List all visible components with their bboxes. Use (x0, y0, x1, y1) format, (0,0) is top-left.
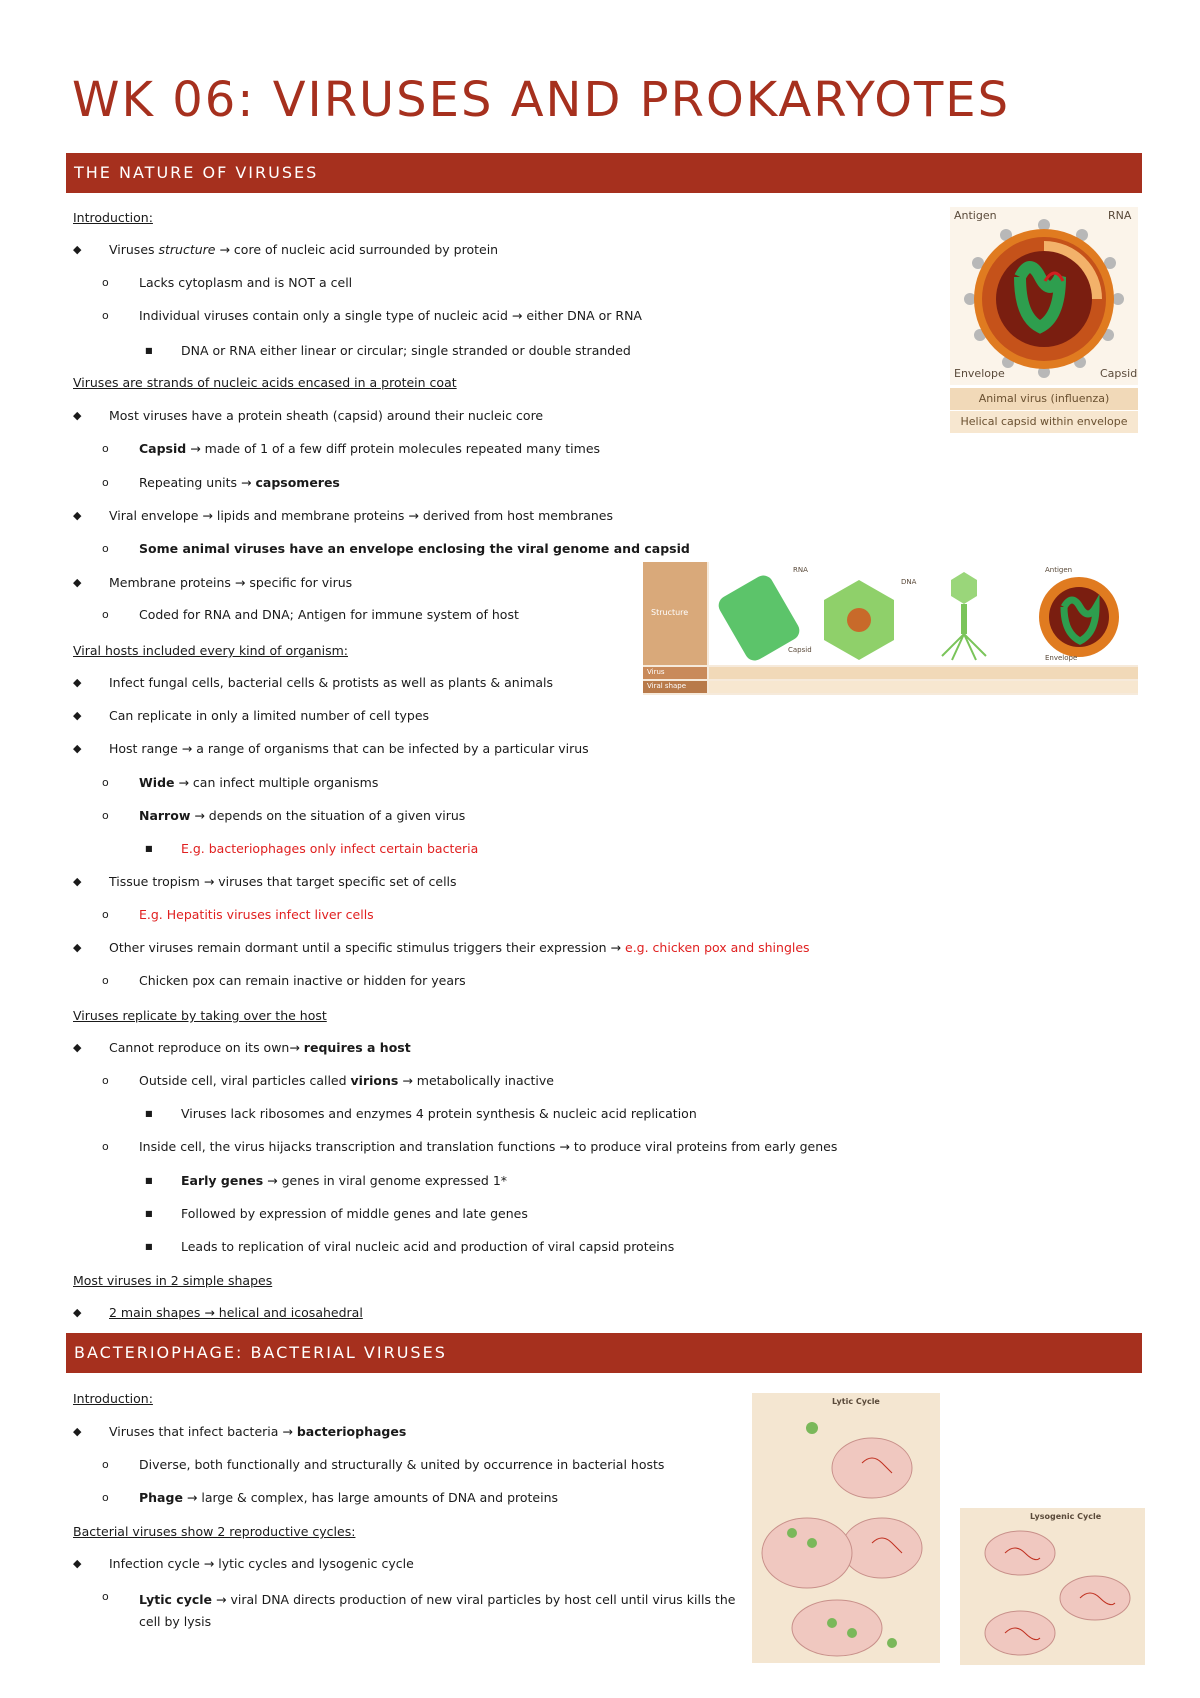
row-label-structure: Structure (651, 608, 689, 617)
bullet-square: ■ (145, 1109, 153, 1118)
list-item: Most viruses have a protein sheath (capsid) around their nucleic core (109, 408, 544, 423)
label-antigen: Antigen (954, 209, 997, 222)
list-item: Coded for RNA and DNA; Antigen for immune system of host (139, 607, 519, 622)
list-item: Tissue tropism → viruses that target specific set of cells (109, 874, 457, 889)
bullet-circle: o (102, 809, 109, 822)
list-item: Other viruses remain dormant until a specific stimulus triggers their expression → e.g. chicken pox and shingles (109, 940, 810, 955)
bullet-square: ■ (145, 844, 153, 853)
bullet-disc: ◆ (73, 509, 82, 522)
bullet-disc: ◆ (73, 1425, 82, 1438)
list-item: 2 main shapes → helical and icosahedral (109, 1305, 363, 1320)
bullet-square: ■ (145, 1209, 153, 1218)
section-header-nature-of-viruses: THE NATURE OF VIRUSES (66, 153, 1142, 193)
bullet-circle: o (102, 1074, 109, 1087)
list-item: Cannot reproduce on its own→ requires a host (109, 1040, 411, 1055)
bullet-disc: ◆ (73, 709, 82, 722)
row-label-shape: Viral shape (647, 682, 687, 690)
list-item: Inside cell, the virus hijacks transcription and translation functions → to produce viral proteins from early genes (139, 1139, 838, 1154)
cycles-heading: Bacterial viruses show 2 reproductive cycles: (73, 1524, 356, 1539)
bullet-circle: o (102, 974, 109, 987)
list-item: DNA or RNA either linear or circular; single stranded or double stranded (181, 343, 631, 358)
list-item: E.g. bacteriophages only infect certain bacteria (181, 841, 479, 856)
bullet-circle: o (102, 1491, 109, 1504)
list-item: Viruses that infect bacteria → bacteriophages (109, 1424, 407, 1439)
label-dna: DNA (901, 578, 917, 586)
bullet-disc: ◆ (73, 676, 82, 689)
label-envelope: Envelope (1045, 654, 1078, 662)
bullet-circle: o (102, 542, 109, 555)
list-item: Leads to replication of viral nucleic acid and production of viral capsid proteins (181, 1239, 675, 1254)
list-item: E.g. Hepatitis viruses infect liver cells (139, 907, 374, 922)
bullet-disc: ◆ (73, 742, 82, 755)
bullet-square: ■ (145, 1176, 153, 1185)
label-rna: RNA (793, 566, 808, 574)
list-item: Early genes → genes in viral genome expressed 1* (181, 1173, 508, 1188)
bullet-square: ■ (145, 346, 153, 355)
virus-shapes-figure (643, 562, 1138, 695)
bullet-disc: ◆ (73, 409, 82, 422)
bullet-circle: o (102, 1590, 109, 1603)
virus-shapes-drawing (709, 562, 1138, 665)
influenza-virus-illustration (950, 207, 1138, 385)
list-item: Viral envelope → lipids and membrane proteins → derived from host membranes (109, 508, 614, 523)
bullet-circle: o (102, 276, 109, 289)
bullet-disc: ◆ (73, 1557, 82, 1570)
lytic-cycle-figure (752, 1393, 940, 1663)
replicate-heading: Viruses replicate by taking over the host (73, 1008, 327, 1023)
list-item: Diverse, both functionally and structurally & united by occurrence in bacterial hosts (139, 1457, 665, 1472)
list-item: Infect fungal cells, bacterial cells & protists as well as plants & animals (109, 675, 554, 690)
strands-heading: Viruses are strands of nucleic acids encased in a protein coat (73, 375, 457, 390)
list-item: Capsid → made of 1 of a few diff protein molecules repeated many times (139, 441, 601, 456)
row-label-virus: Virus (647, 668, 665, 676)
bullet-disc: ◆ (73, 941, 82, 954)
label-envelope: Envelope (954, 367, 1005, 380)
label-rna: RNA (1108, 209, 1132, 222)
shapes-heading: Most viruses in 2 simple shapes (73, 1273, 273, 1288)
bullet-circle: o (102, 608, 109, 621)
shapes-row-header (643, 562, 707, 665)
list-item: Chicken pox can remain inactive or hidden for years (139, 973, 466, 988)
list-item: Membrane proteins → specific for virus (109, 575, 353, 590)
bullet-circle: o (102, 1458, 109, 1471)
list-item: Can replicate in only a limited number of cell types (109, 708, 430, 723)
list-item: Individual viruses contain only a single type of nucleic acid → either DNA or RNA (139, 308, 642, 323)
figure-caption-virus: Animal virus (influenza) (950, 388, 1138, 410)
hosts-heading: Viral hosts included every kind of organism: (73, 643, 348, 658)
lytic-cycle-title: Lytic Cycle (832, 1397, 880, 1406)
list-item: Wide → can infect multiple organisms (139, 775, 379, 790)
list-item: Lacks cytoplasm and is NOT a cell (139, 275, 353, 290)
bullet-square: ■ (145, 1242, 153, 1251)
bullet-disc: ◆ (73, 1306, 82, 1319)
figure-caption-capsid: Helical capsid within envelope (950, 411, 1138, 433)
list-item: Outside cell, viral particles called virions → metabolically inactive (139, 1073, 554, 1088)
list-item: Narrow → depends on the situation of a given virus (139, 808, 466, 823)
phage-intro-heading: Introduction: (73, 1391, 153, 1406)
label-antigen: Antigen (1045, 566, 1073, 574)
list-item: Viruses structure → core of nucleic acid surrounded by protein (109, 242, 499, 257)
lysogenic-cycle-title: Lysogenic Cycle (1030, 1512, 1102, 1521)
bullet-circle: o (102, 309, 109, 322)
bullet-circle: o (102, 442, 109, 455)
bullet-disc: ◆ (73, 243, 82, 256)
intro-heading: Introduction: (73, 210, 153, 225)
list-item: Some animal viruses have an envelope enclosing the viral genome and capsid (139, 541, 690, 556)
bullet-circle: o (102, 908, 109, 921)
label-capsid: Capsid (1100, 367, 1138, 380)
label-capsid: Capsid (788, 646, 812, 654)
influenza-virus-figure (950, 207, 1138, 435)
section-header-bacteriophage: BACTERIOPHAGE: BACTERIAL VIRUSES (66, 1333, 1142, 1373)
list-item: Phage → large & complex, has large amounts of DNA and proteins (139, 1490, 559, 1505)
list-item: Host range → a range of organisms that can be infected by a particular virus (109, 741, 589, 756)
bullet-circle: o (102, 1140, 109, 1153)
bullet-disc: ◆ (73, 576, 82, 589)
lysogenic-cycle-drawing (960, 1508, 1145, 1665)
virus-drawing (950, 207, 1138, 385)
bullet-circle: o (102, 776, 109, 789)
bullet-disc: ◆ (73, 875, 82, 888)
list-item: Lytic cycle → viral DNA directs production of new viral particles by host cell until virus kills the cell by lysis (139, 1592, 736, 1629)
bullet-circle: o (102, 476, 109, 489)
bullet-disc: ◆ (73, 1041, 82, 1054)
lytic-cycle-drawing (752, 1393, 940, 1663)
list-item: Repeating units → capsomeres (139, 475, 340, 490)
list-item: Followed by expression of middle genes and late genes (181, 1206, 528, 1221)
list-item: Viruses lack ribosomes and enzymes 4 protein synthesis & nucleic acid replication (181, 1106, 697, 1121)
lysogenic-cycle-figure (960, 1508, 1145, 1665)
list-item: Infection cycle → lytic cycles and lysogenic cycle (109, 1556, 414, 1571)
page-title: WK 06: VIRUSES AND PROKARYOTES (72, 72, 1011, 128)
